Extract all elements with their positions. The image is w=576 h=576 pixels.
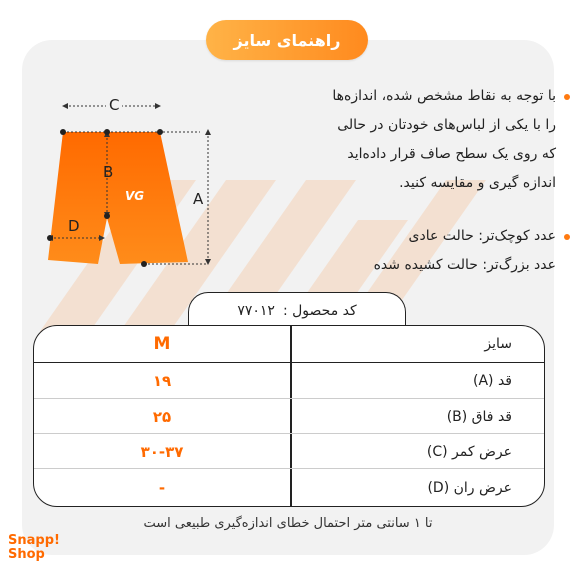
footnote: تا ۱ سانتی متر احتمال خطای اندازه‌گیری طبیعی است bbox=[143, 516, 433, 531]
number-note bbox=[256, 222, 556, 280]
smaller-number-note: عدد کوچک‌تر: حالت عادی bbox=[408, 228, 556, 244]
logo-line: Shop bbox=[8, 547, 45, 562]
instruction-line: اندازه گیری و مقایسه کنید. bbox=[399, 175, 556, 191]
label-c: C bbox=[106, 96, 122, 114]
table-header-row bbox=[34, 326, 544, 363]
instruction-line: با توجه به نقاط مشخص شده، اندازه‌ها bbox=[332, 88, 556, 104]
measurement-label: عرض ران (D) bbox=[427, 479, 512, 496]
table-row bbox=[34, 398, 544, 434]
label-b: B bbox=[103, 163, 114, 181]
size-table bbox=[33, 325, 545, 507]
product-code-value: ۷۷۰۱۲ bbox=[237, 303, 275, 319]
measurement-value: ۱۹ bbox=[152, 371, 172, 390]
measurement-value: - bbox=[158, 478, 166, 497]
product-code-label: کد محصول : bbox=[282, 303, 357, 319]
bullet-dot bbox=[564, 94, 570, 100]
measurement-value: ۳۰-۳۷ bbox=[140, 442, 184, 461]
instructions bbox=[256, 82, 556, 198]
label-a: A bbox=[193, 190, 204, 208]
table-row bbox=[34, 433, 544, 469]
product-code bbox=[188, 292, 406, 329]
snapp-shop-logo bbox=[8, 534, 60, 562]
size-column-header: سایز bbox=[484, 336, 512, 352]
label-d: D bbox=[68, 217, 80, 235]
measurement-label: قد (A) bbox=[473, 372, 512, 389]
larger-number-note: عدد بزرگ‌تر: حالت کشیده شده bbox=[373, 257, 556, 273]
bullet-dot bbox=[564, 234, 570, 240]
measurement-value: ۲۵ bbox=[152, 407, 172, 426]
table-row bbox=[34, 363, 544, 398]
brand-mark: VG bbox=[125, 189, 145, 203]
instruction-line: را با یکی از لباس‌های خودتان در حالی bbox=[337, 117, 556, 133]
table-row bbox=[34, 468, 544, 506]
instruction-line: که روی یک سطح صاف قرار داده‌اید bbox=[347, 146, 556, 162]
measurement-label: عرض کمر (C) bbox=[426, 443, 512, 460]
measurement-label: قد فاق (B) bbox=[446, 408, 512, 425]
shorts-diagram bbox=[40, 92, 230, 282]
size-value-header: M bbox=[153, 334, 171, 354]
page-title: راهنمای سایز bbox=[206, 20, 368, 60]
logo-line: Snapp! bbox=[8, 533, 60, 548]
shorts-shape bbox=[48, 132, 188, 264]
